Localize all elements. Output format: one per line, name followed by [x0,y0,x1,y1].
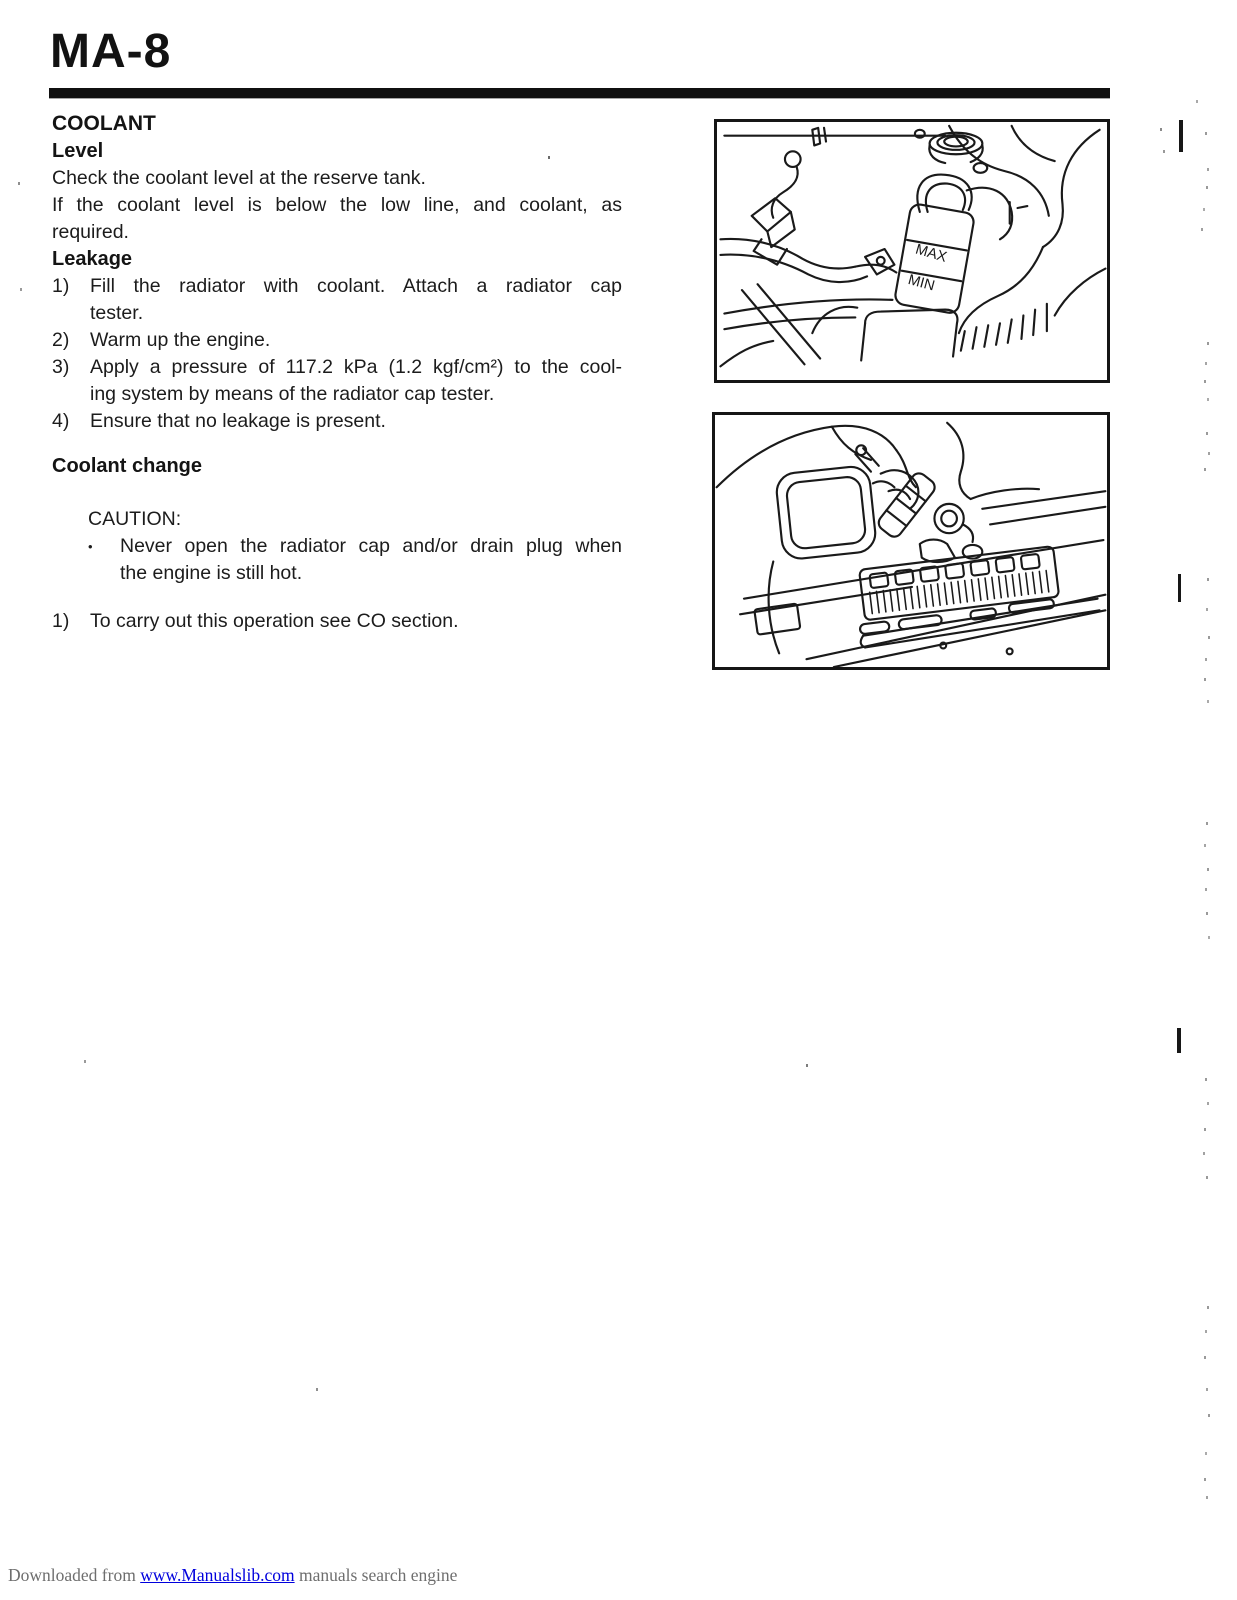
step-number: 3) [52,356,70,378]
step-number: 4) [52,410,70,432]
figure-cap-tester [712,412,1110,670]
leakage-step-1 [52,273,622,327]
caution-item [88,533,622,587]
page-title: MA-8 [50,25,172,78]
manualslib-link[interactable]: www.Manualslib.com [140,1565,295,1585]
body-line: required. [52,221,129,243]
subsection-coolant-change: Coolant change [52,455,203,477]
footer-suffix: manuals search engine [294,1565,458,1585]
scan-speckles [0,0,2,3]
coolant-change-step-1 [52,608,622,635]
body-line: Ensure that no leakage is present. [90,410,386,432]
subsection-level: Level [52,140,104,162]
scan-artifact-bar [1179,120,1183,152]
footer-prefix: Downloaded from [8,1565,141,1585]
max-level-label: MAX [913,241,949,266]
figure-reserve-tank [714,119,1110,383]
body-line: the engine is still hot. [120,562,303,584]
leakage-step-2 [52,327,622,354]
bullet-icon: • [88,539,93,554]
body-line: To carry out this operation see CO section. [90,610,459,632]
body-line: tester. [90,302,144,324]
body-line: Check the coolant level at the reserve tank. [52,167,426,189]
leakage-step-4 [52,408,622,435]
leakage-step-3 [52,354,622,408]
header-rule [49,88,1110,98]
body-line: If the coolant level is below the low line, and coolant, as [52,194,622,216]
footer-watermark [8,1565,457,1586]
step-number: 1) [52,275,70,297]
body-line: Warm up the engine. [90,329,271,351]
body-line: Never open the radiator cap and/or drain plug when [120,535,622,557]
min-level-label: MIN [906,272,937,295]
body-line: Fill the radiator with coolant. Attach a radiator cap [90,275,622,297]
body-line: ing system by means of the radiator cap tester. [90,383,495,405]
section-title-coolant: COOLANT [52,112,156,135]
cap-tester-illustration [715,415,1107,667]
text-column [52,110,622,635]
scan-artifact-bar [1177,1028,1181,1053]
reserve-tank-illustration [717,122,1107,380]
caution-label: CAUTION: [88,508,182,530]
subsection-leakage: Leakage [52,248,133,270]
body-line: Apply a pressure of 117.2 kPa (1.2 kgf/cm²) to the cool- [90,356,622,378]
scan-artifact-bar [1178,574,1181,602]
step-number: 2) [52,329,70,351]
step-number: 1) [52,610,70,632]
